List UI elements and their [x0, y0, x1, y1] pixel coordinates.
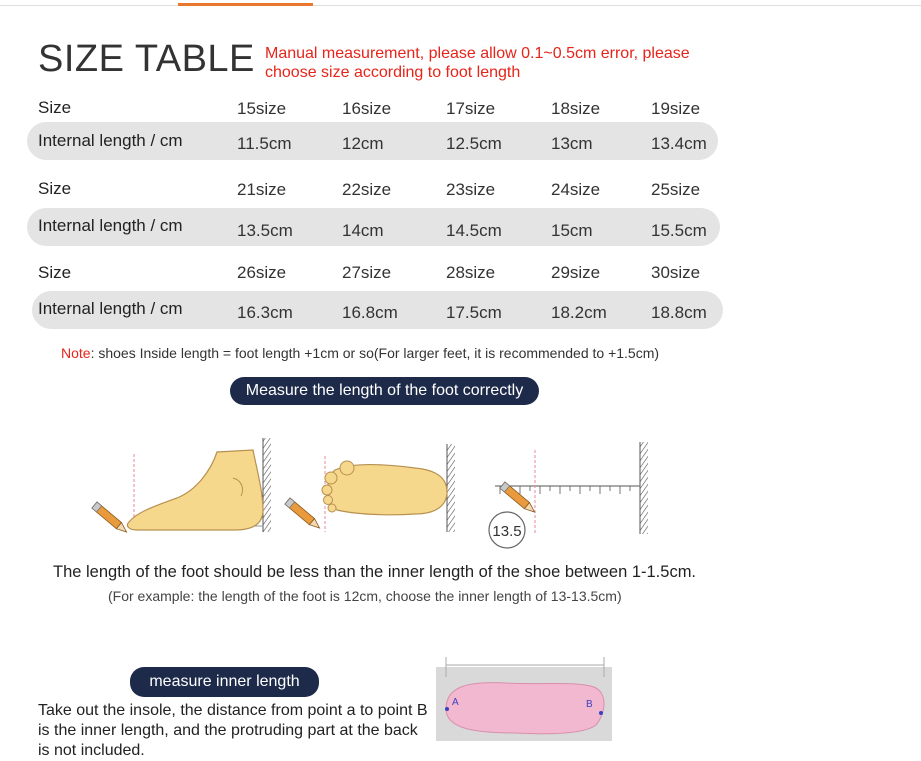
- top-divider: [0, 5, 921, 6]
- size-cell: 25size: [651, 180, 701, 199]
- measure-foot-heading: Measure the length of the foot correctly: [230, 377, 539, 405]
- point-b-label: B: [586, 699, 593, 710]
- length-cell: 13.4cm: [651, 134, 707, 153]
- size-row: [38, 177, 718, 203]
- size-cell: 19size: [651, 99, 701, 118]
- foot-measurement-illustration: [85, 430, 665, 550]
- size-cell: 23size: [446, 180, 496, 199]
- size-cell: 26size: [237, 263, 287, 282]
- length-cell: 14.5cm: [446, 221, 502, 240]
- size-cell: 24size: [551, 180, 601, 199]
- ruler-reading: 13.5: [492, 523, 522, 540]
- pencil-icon: [285, 498, 322, 531]
- length-cell: 15cm: [551, 221, 593, 240]
- length-label: Internal length / cm: [38, 299, 183, 318]
- active-tab-indicator: [178, 3, 313, 6]
- size-cell: 15size: [237, 99, 287, 118]
- measure-inner-heading: measure inner length: [130, 667, 319, 697]
- length-cell: 15.5cm: [651, 221, 707, 240]
- length-label: Internal length / cm: [38, 131, 183, 150]
- length-cell: 17.5cm: [446, 303, 502, 322]
- size-cell: 28size: [446, 263, 496, 282]
- foot-length-example: (For example: the length of the foot is 12cm, choose the inner length of 13-13.5cm): [108, 588, 622, 604]
- length-cell: 11.5cm: [237, 134, 292, 153]
- point-a-label: A: [452, 697, 459, 708]
- size-row: [38, 96, 718, 122]
- size-cell: 21size: [237, 180, 287, 199]
- size-row: [38, 261, 718, 287]
- length-cell: 14cm: [342, 221, 384, 240]
- size-cell: 16size: [342, 99, 392, 118]
- length-row: [27, 122, 718, 160]
- size-cell: 30size: [651, 263, 701, 282]
- inner-length-note: [61, 345, 659, 361]
- length-cell: 13.5cm: [237, 221, 293, 240]
- pencil-icon: [500, 482, 537, 515]
- length-cell: 13cm: [551, 134, 593, 153]
- length-cell: 12cm: [342, 134, 384, 153]
- insole-photo: [436, 653, 612, 741]
- length-cell: 16.3cm: [237, 303, 293, 322]
- note-text: : shoes Inside length = foot length +1cm or so(For larger feet, it is recommended to +1.5cm): [90, 345, 660, 361]
- size-cell: 18size: [551, 99, 601, 118]
- length-label: Internal length / cm: [38, 216, 183, 235]
- side-foot-figure: [127, 438, 271, 532]
- size-cell: 22size: [342, 180, 392, 199]
- insole-instructions: Take out the insole, the distance from point a to point B is the inner length, and the protruding part at the back is not included.: [38, 702, 428, 759]
- length-row: [27, 208, 720, 246]
- note-prefix: Note: [61, 345, 91, 361]
- pencil-icon: [92, 502, 129, 535]
- size-cell: 29size: [551, 263, 601, 282]
- top-foot-figure: [322, 444, 455, 532]
- length-cell: 16.8cm: [342, 303, 398, 322]
- length-cell: 18.8cm: [651, 303, 707, 322]
- size-label: Size: [38, 263, 72, 282]
- foot-length-rule: The length of the foot should be less than the inner length of the shoe between 1-1.5cm.: [53, 563, 697, 581]
- size-table-title: SIZE TABLE: [38, 38, 255, 80]
- size-label: Size: [38, 179, 72, 198]
- size-cell: 27size: [342, 263, 392, 282]
- length-cell: 18.2cm: [551, 303, 607, 322]
- length-cell: 12.5cm: [446, 134, 502, 153]
- size-label: Size: [38, 98, 72, 117]
- length-row: [32, 291, 723, 329]
- size-cell: 17size: [446, 99, 496, 118]
- manual-measurement-note: Manual measurement, please allow 0.1~0.5cm error, please choose size according to foot length: [265, 45, 690, 81]
